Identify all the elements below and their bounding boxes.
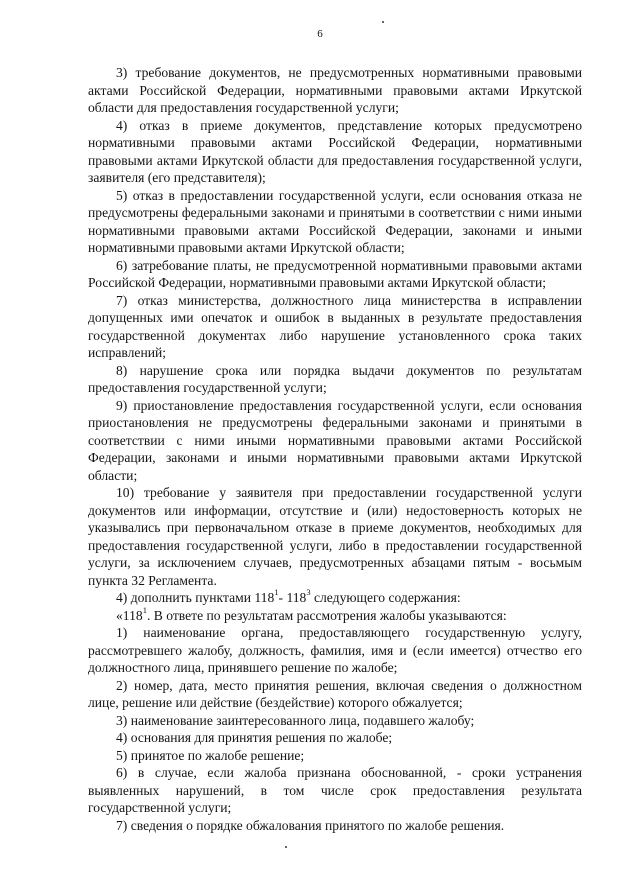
amendment-text: 4) дополнить пунктами 118 bbox=[116, 590, 275, 605]
amendment-text: - 118 bbox=[278, 590, 307, 605]
paragraph-item-4: 4) отказ в приеме документов, представление которых предусмотрено нормативными правовыми актами Российской Федерации, нормативными правовыми актами Иркутской области для предоставления государственной услуги, заявителя (его представителя); bbox=[88, 117, 582, 185]
amendment-paragraph bbox=[88, 589, 582, 607]
clause-text: «118 bbox=[116, 607, 143, 623]
clause-list-item-6: 6) в случае, если жалоба признана обоснованной, - сроки устранения выявленных нарушений, в том числе срок предоставления результата государственной услуги; bbox=[88, 765, 582, 815]
clause-list-item-5: 5) принятое по жалобе решение; bbox=[116, 747, 305, 763]
scan-speck bbox=[382, 21, 384, 23]
paragraph-item-9: 9) приостановление предоставления государственной услуги, если основания приостановления не предусмотрены федеральными законами и принятыми в соответствии с ними иными нормативными правовыми актами Российской Федерации, законами и иными нормативными правовыми актами Иркутской области; bbox=[88, 397, 582, 483]
amendment-text: следующего содержания: bbox=[310, 590, 461, 605]
document-body bbox=[88, 64, 582, 834]
clause-list-item-7: 7) сведения о порядке обжалования принятого по жалобе решения. bbox=[116, 817, 505, 833]
paragraph-item-8: 8) нарушение срока или порядка выдачи документов по результатам предоставления государственной услуги; bbox=[88, 362, 582, 395]
paragraph-item-5: 5) отказ в предоставлении государственной услуги, если основания отказа не предусмотрены федеральными законами и принятыми в соответствии с ними иными нормативными правовыми актами Российской Федерации, законами и иными нормативными правовыми актами Иркутской области; bbox=[88, 187, 582, 255]
paragraph-item-10: 10) требование у заявителя при предоставлении государственной услуги документов или информации, отсутствие и (или) недостоверность которых не указывались при первоначальном отказе в приеме документов, необходимых для предоставления государственной услуги, либо в предоставлении государственной услуги, за исключением случаев, предусмотренных абзацами пятым - восьмым пункта 32 Регламента. bbox=[88, 485, 582, 588]
clause-list-item-2: 2) номер, дата, место принятия решения, включая сведения о должностном лице, решение или действие (бездействие) которого обжалуется; bbox=[88, 677, 582, 710]
clause-text: . В ответе по результатам рассмотрения жалобы указываются: bbox=[146, 607, 507, 623]
superscript: 1 bbox=[274, 587, 279, 598]
clause-list-item-4: 4) основания для принятия решения по жалобе; bbox=[116, 730, 393, 745]
page-number: 6 bbox=[317, 28, 323, 40]
clause-118-1-intro bbox=[88, 604, 582, 625]
superscript: 1 bbox=[142, 604, 147, 615]
superscript: 3 bbox=[306, 587, 311, 598]
clause-list-item-1: 1) наименование органа, предоставляющего государственную услугу, рассмотревшего жалобу, должность, фамилия, имя и (если имеется) отчество его должностного лица, принявшего решение по жалобе; bbox=[88, 625, 582, 675]
scan-speck bbox=[285, 846, 287, 848]
clause-list-item-3: 3) наименование заинтересованного лица, подавшего жалобу; bbox=[116, 712, 475, 728]
paragraph-item-6: 6) затребование платы, не предусмотренной нормативными правовыми актами Российской Федерации, нормативными правовыми актами Иркутской области; bbox=[88, 257, 582, 290]
paragraph-item-3: 3) требование документов, не предусмотренных нормативными правовыми актами Российской Федерации, нормативными правовыми актами Иркутской области для предоставления государственной услуги; bbox=[88, 65, 582, 115]
paragraph-item-7: 7) отказ министерства, должностного лица министерства в исправлении допущенных ими опечаток и ошибок в выданных в результате предоставления государственной документах либо нарушение установленного срока таких исправлений; bbox=[88, 292, 582, 360]
